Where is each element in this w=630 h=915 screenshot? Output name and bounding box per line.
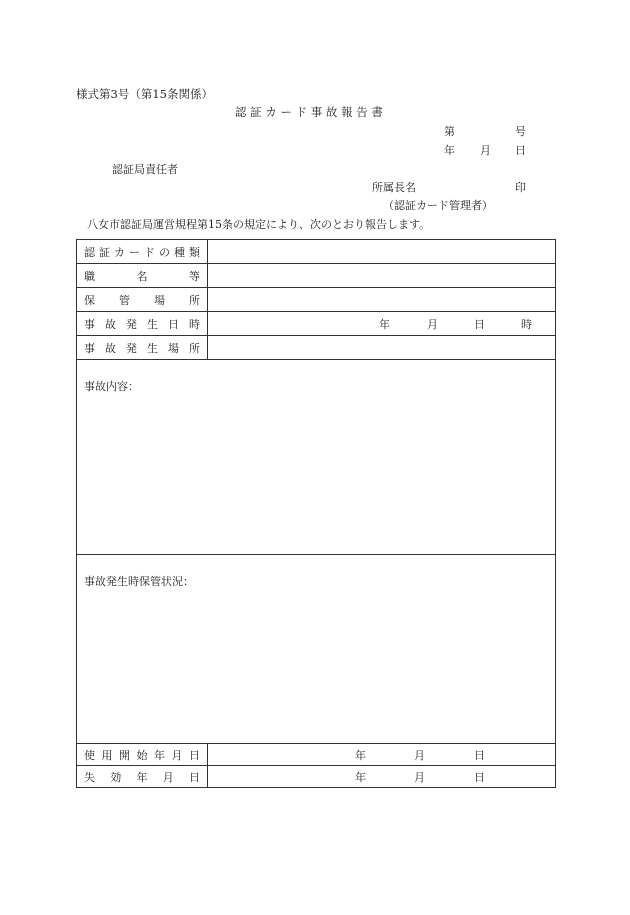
start-day: 日	[474, 748, 485, 762]
accident-place-field[interactable]	[208, 336, 556, 360]
storage-row	[77, 288, 556, 312]
accident-datetime-row	[77, 312, 556, 336]
storage-field[interactable]	[208, 288, 556, 312]
card-type-row	[77, 240, 556, 264]
storage-situation-field[interactable]	[77, 555, 556, 744]
header-date-day: 日	[515, 144, 526, 157]
card-type-label: 認 証 カ ー ド の 種 類	[77, 240, 208, 264]
manager-label: 所属長名	[372, 181, 416, 194]
position-label: 職 名 等	[77, 264, 208, 288]
start-year: 年	[355, 748, 366, 762]
recipient: 認証局責任者	[112, 163, 178, 176]
expiry-date-field[interactable]	[208, 766, 556, 788]
header-date-year: 年	[444, 144, 455, 157]
expiry-date-label: 失 効 年 月 日	[77, 766, 208, 788]
accident-datetime-label: 事 故 発 生 日 時	[77, 312, 208, 336]
accident-month: 月	[427, 317, 438, 331]
start-date-label: 使 用 開 始 年 月 日	[77, 744, 208, 766]
number-go: 号	[515, 125, 526, 138]
card-type-field[interactable]	[208, 240, 556, 264]
storage-situation-row	[77, 555, 556, 744]
expiry-month: 月	[414, 770, 425, 784]
intro-text: 八女市認証局運営規程第15条の規定により、次のとおり報告します。	[87, 218, 431, 231]
storage-situation-label: 事故発生時保管状況：	[84, 575, 194, 588]
start-date-field[interactable]	[208, 744, 556, 766]
accident-day: 日	[474, 317, 485, 331]
header-date-month: 月	[480, 144, 491, 157]
accident-details-label: 事故内容：	[84, 380, 139, 393]
expiry-year: 年	[355, 770, 366, 784]
card-manager-label: （認証カード管理者）	[383, 199, 493, 212]
accident-details-row	[77, 360, 556, 555]
accident-place-label: 事 故 発 生 場 所	[77, 336, 208, 360]
accident-hour: 時	[521, 317, 532, 331]
accident-year: 年	[379, 317, 390, 331]
start-month: 月	[414, 748, 425, 762]
expiry-day: 日	[474, 770, 485, 784]
position-row	[77, 264, 556, 288]
expiry-date-row	[77, 766, 556, 788]
start-date-row	[77, 744, 556, 766]
number-dai: 第	[444, 125, 455, 138]
accident-place-row	[77, 336, 556, 360]
form-number: 様式第3号（第15条関係）	[76, 87, 213, 101]
accident-details-field[interactable]	[77, 360, 556, 555]
position-field[interactable]	[208, 264, 556, 288]
accident-datetime-field[interactable]	[208, 312, 556, 336]
document-title: 認 証 カ ー ド 事 故 報 告 書	[235, 105, 383, 119]
seal-mark: 印	[515, 181, 526, 194]
report-table	[76, 239, 556, 788]
storage-label: 保 管 場 所	[77, 288, 208, 312]
